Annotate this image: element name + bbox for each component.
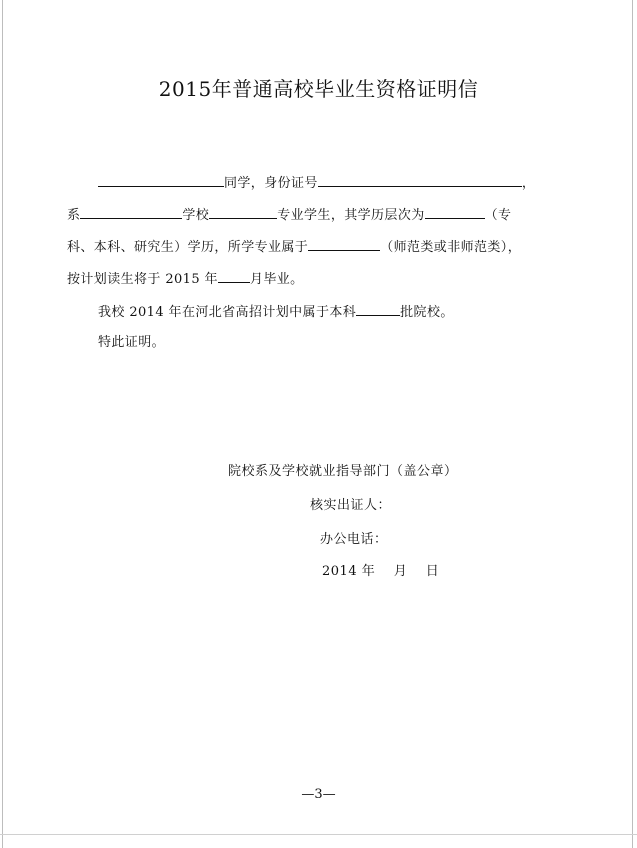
- page-right-edge: [632, 0, 633, 848]
- major-blank: [209, 206, 277, 219]
- body-line-4: [67, 270, 304, 288]
- body-line-1: [98, 174, 535, 192]
- line1-text-b: ，: [521, 176, 536, 191]
- degree-level-blank: [425, 206, 485, 219]
- id-number-blank: [318, 174, 522, 187]
- line3-text-b: （师范类或非师范类），: [380, 240, 522, 255]
- batch-blank: [356, 303, 400, 316]
- page-number: —3—: [301, 787, 336, 802]
- line2-text-a: 系: [67, 208, 81, 223]
- line5-text-a: 我校 2014 年在河北省高招计划中属于本科: [98, 305, 357, 320]
- line2-text-c: 专业学生，其学历层次为: [277, 208, 425, 223]
- line5-text-b: 批院校。: [400, 305, 454, 320]
- page-bottom-edge: [0, 834, 637, 835]
- department-blank: [80, 206, 182, 219]
- body-line-2: [67, 206, 511, 224]
- body-line-3: [67, 238, 521, 256]
- page-left-edge: [2, 0, 3, 848]
- line1-text-a: 同学，身份证号: [224, 176, 318, 191]
- name-blank: [98, 174, 224, 187]
- body-line-5: [98, 303, 454, 321]
- graduation-month-blank: [218, 270, 250, 283]
- signature-phone: 办公电话：: [320, 532, 388, 547]
- major-type-blank: [308, 238, 380, 251]
- line4-text-b: 月毕业。: [249, 272, 304, 287]
- line2-text-d: （专: [484, 208, 512, 223]
- body-line-6: 特此证明。: [98, 335, 166, 350]
- line4-text-a: 按计划读生将于 2015 年: [67, 272, 218, 287]
- line3-text-a: 科、本科、研究生）学历，所学专业属于: [67, 240, 309, 255]
- line2-text-b: 学校: [182, 208, 210, 223]
- signature-verifier: 核实出证人：: [310, 498, 392, 513]
- document-title: 2015年普通高校毕业生资格证明信: [158, 77, 479, 101]
- signature-dept: 院校系及学校就业指导部门（盖公章）: [228, 464, 458, 479]
- signature-date: 2014 年 月 日: [322, 564, 440, 579]
